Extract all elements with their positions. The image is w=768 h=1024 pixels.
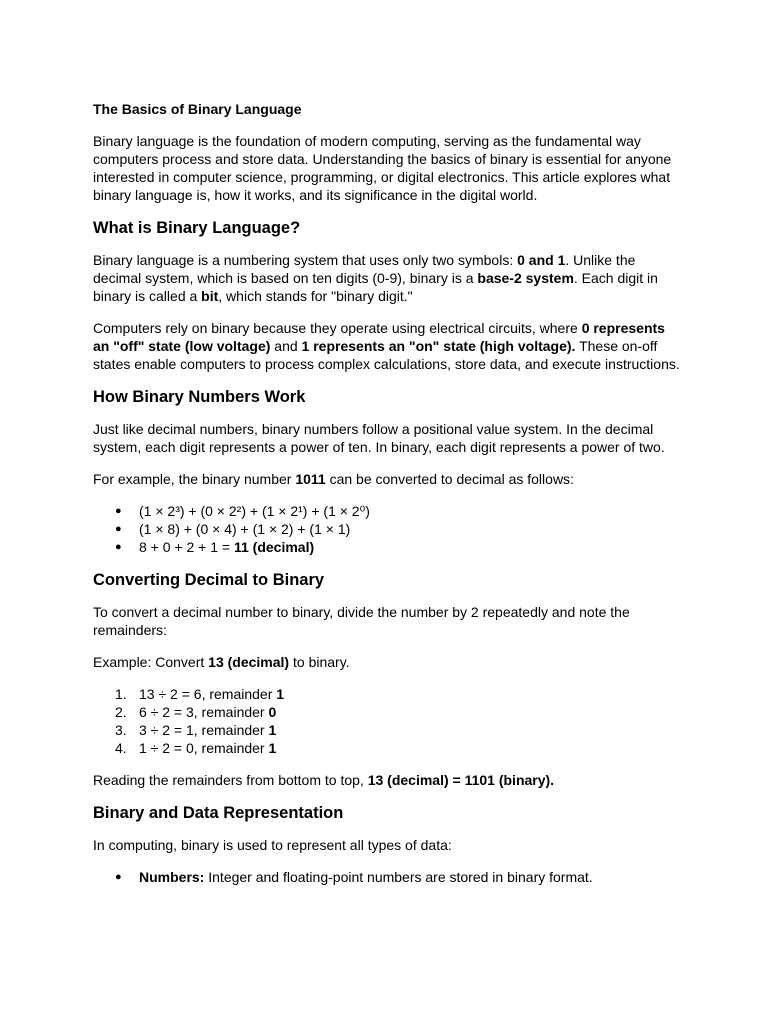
section-heading-how-binary-works: How Binary Numbers Work xyxy=(93,388,306,406)
how-binary-works-paragraph-2: For example, the binary number 1011 can be converted to decimal as follows: xyxy=(93,471,574,487)
list-item: 1. 13 ÷ 2 = 6, remainder 1 xyxy=(115,686,285,702)
bullet-icon: ● xyxy=(115,541,122,553)
converting-decimal-paragraph-3: Reading the remainders from bottom to top, 13 (decimal) = 1101 (binary). xyxy=(93,772,555,788)
conversion-example-list xyxy=(93,502,683,556)
bullet-icon: ● xyxy=(115,523,122,535)
data-representation-paragraph-1: In computing, binary is used to represent all types of data: xyxy=(93,837,452,853)
list-item: ● (1 × 2³) + (0 × 2²) + (1 × 2¹) + (1 × 2⁰) xyxy=(115,503,370,519)
section-heading-data-representation: Binary and Data Representation xyxy=(93,804,344,822)
list-item: ● Numbers: Integer and floating-point numbers are stored in binary format. xyxy=(115,869,593,885)
list-item: 2. 6 ÷ 2 = 3, remainder 0 xyxy=(115,704,277,720)
what-is-binary-paragraph-1: Binary language is a numbering system that uses only two symbols: 0 and 1. Unlike the decimal system, which is based on ten digits (0-9), binary is a base-2 system. Each digit in binary is called a bit, which stands for "binary digit." xyxy=(93,252,658,304)
data-types-list xyxy=(93,868,683,886)
converting-decimal-paragraph-2: Example: Convert 13 (decimal) to binary. xyxy=(93,654,350,670)
section-heading-converting-decimal: Converting Decimal to Binary xyxy=(93,571,325,589)
list-item: ● (1 × 8) + (0 × 4) + (1 × 2) + (1 × 1) xyxy=(115,521,351,537)
document-page xyxy=(93,99,683,900)
list-item: 4. 1 ÷ 2 = 0, remainder 1 xyxy=(115,740,277,756)
bullet-icon: ● xyxy=(115,871,122,883)
division-steps-list xyxy=(93,685,683,757)
intro-paragraph: Binary language is the foundation of modern computing, serving as the fundamental way computers process and store data. Understanding the basics of binary is essential for anyone interested in computer science, programming, or digital electronics. This article explores what binary language is, how it works, and its significance in the digital world. xyxy=(93,133,672,203)
step-number: 3. xyxy=(115,722,127,738)
document-title: The Basics of Binary Language xyxy=(93,101,302,117)
step-number: 1. xyxy=(115,686,127,702)
list-item: 3. 3 ÷ 2 = 1, remainder 1 xyxy=(115,722,277,738)
bullet-icon: ● xyxy=(115,505,122,517)
how-binary-works-paragraph-1: Just like decimal numbers, binary numbers follow a positional value system. In the decimal system, each digit represents a power of ten. In binary, each digit represents a power of two. xyxy=(93,421,665,455)
list-item: ● 8 + 0 + 2 + 1 = 11 (decimal) xyxy=(115,539,315,555)
section-heading-what-is-binary: What is Binary Language? xyxy=(93,219,301,237)
converting-decimal-paragraph-1: To convert a decimal number to binary, divide the number by 2 repeatedly and note the remainders: xyxy=(93,604,630,638)
what-is-binary-paragraph-2: Computers rely on binary because they operate using electrical circuits, where 0 represents an "off" state (low voltage) and 1 represents an "on" state (high voltage). These on-off states enable computers to process complex calculations, store data, and execute instructions. xyxy=(93,320,680,372)
step-number: 4. xyxy=(115,740,127,756)
step-number: 2. xyxy=(115,704,127,720)
